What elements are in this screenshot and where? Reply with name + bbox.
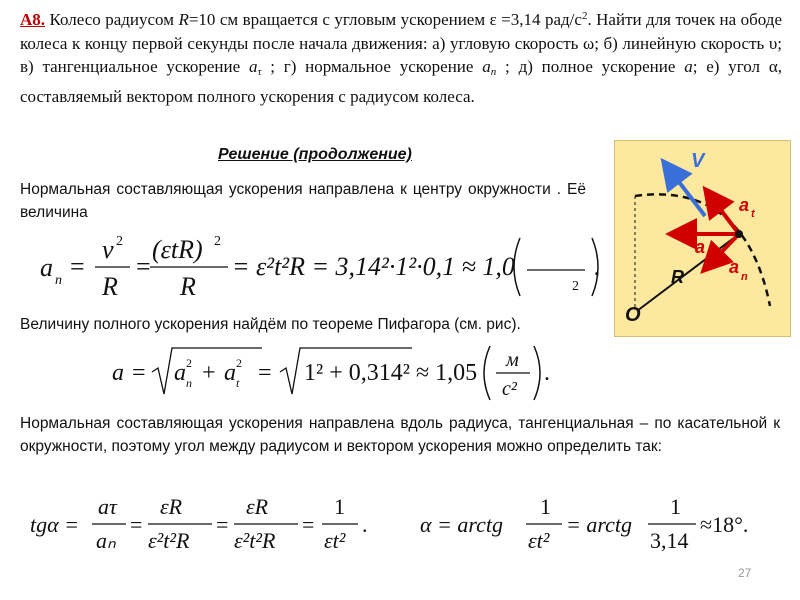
radius-symbol: R xyxy=(178,10,189,29)
f2-an: a xyxy=(174,360,186,386)
label-r: R xyxy=(671,267,684,287)
f3-eq3: = xyxy=(302,512,315,537)
f2-unit-den: с² xyxy=(502,378,517,400)
f3-fr4-den: εt² xyxy=(324,528,346,553)
f2-plus: + xyxy=(202,360,216,386)
f2-sq2: 2 xyxy=(236,356,242,370)
label-at: a xyxy=(739,195,750,215)
f1-paren-left xyxy=(514,238,520,296)
f3-lhs: tgα = xyxy=(30,512,80,537)
formula-total-acceleration xyxy=(112,340,552,406)
f1-unit-sup: 2 xyxy=(572,279,579,294)
f3-fr1-den: aₙ xyxy=(96,528,116,553)
f1-rest: = ε²t²R = 3,14²·1²·0,1 ≈ 1,0 xyxy=(232,252,515,281)
paragraph-normal-accel: Нормальная составляющая ускорения направлена к центру окружности . Её величина xyxy=(20,181,586,221)
page-number: 27 xyxy=(738,566,752,580)
f4-result: ≈18°. xyxy=(700,512,749,537)
f2-t: t xyxy=(236,376,240,390)
f3-eq1: = xyxy=(130,512,143,537)
f3-fr2-den: ε²t²R xyxy=(148,528,190,553)
tangential-accel-arrow xyxy=(705,189,739,234)
f1-frac2-sup: 2 xyxy=(214,234,221,249)
f3-eq2: = xyxy=(216,512,229,537)
f4-mid: = arctg xyxy=(566,512,632,537)
f3-dot: . xyxy=(362,512,368,537)
f3-fr3-den: ε²t²R xyxy=(234,528,276,553)
f2-paren-left xyxy=(484,346,490,400)
f1-dot: . xyxy=(593,252,600,281)
problem-text: ; г) нормальное ускорение xyxy=(261,57,483,76)
formula-normal-acceleration xyxy=(40,228,600,306)
f1-lhs-sub: n xyxy=(55,273,62,288)
f4-fr1-den: εt² xyxy=(528,528,550,553)
problem-statement xyxy=(20,5,782,108)
label-at-sub: t xyxy=(751,208,755,220)
f2-dot: . xyxy=(544,360,550,386)
f4-lhs: α = arctg xyxy=(420,512,504,537)
f1-frac2-den: R xyxy=(180,272,196,301)
f3-fr4-num: 1 xyxy=(334,494,345,519)
f2-at: a xyxy=(224,360,236,386)
f2-lhs: a xyxy=(112,360,124,386)
f4-fr2-den: 3,14 xyxy=(650,528,689,553)
f2-paren-right xyxy=(534,346,540,400)
paragraph-angle: Нормальная составляющая ускорения направлена вдоль радиуса, тангенциальная – по касательной к окружности, поэтому угол между радиусом и вектором ускорения можно определить так: xyxy=(20,415,780,455)
f2-sq1: 2 xyxy=(186,356,192,370)
f4-fr1-num: 1 xyxy=(540,494,551,519)
formula-tangent-angle xyxy=(30,490,370,560)
f4-fr2-num: 1 xyxy=(670,494,681,519)
f3-fr1-num: aτ xyxy=(98,494,117,519)
radius-line xyxy=(637,234,739,311)
label-v: V xyxy=(691,150,705,172)
vector-diagram xyxy=(615,141,790,336)
f1-lhs: a xyxy=(40,253,53,282)
problem-label: А8. xyxy=(20,10,46,29)
f1-frac1-num: v xyxy=(102,235,114,264)
f1-eq2: = xyxy=(136,252,151,281)
problem-text: ; е) угол α, составляемый вектором полного ускорения с радиусом колеса. xyxy=(20,57,782,106)
symbol-a: a xyxy=(684,57,693,76)
problem-text: Колесо радиусом xyxy=(45,10,179,29)
f1-frac1-sup: 2 xyxy=(116,234,123,249)
f2-eq1: = xyxy=(132,360,146,386)
problem-text: . Найти для точек на ободе колеса к концу первой секунды после начала движения: а) угловую скорость ω; б) линейную скорость υ; в) тангенциальное ускорение xyxy=(20,10,782,76)
f1-frac1-den: R xyxy=(102,272,118,301)
symbol-a-n: a xyxy=(482,57,491,76)
f2-approx: ≈ 1,05 xyxy=(416,360,478,386)
solution-title: Решение (продолжение) xyxy=(218,146,412,163)
subscript-n: n xyxy=(490,66,497,78)
f1-frac2-num: (εtR) xyxy=(152,235,203,264)
problem-text: ; д) полное ускорение xyxy=(496,57,685,76)
label-an: a xyxy=(729,257,740,277)
f3-fr3-num: εR xyxy=(246,494,269,519)
label-o: O xyxy=(625,304,641,326)
formula-angle-result xyxy=(420,490,780,560)
subscript-tau: τ xyxy=(257,66,262,78)
point-on-rim xyxy=(735,230,743,238)
problem-text: =10 см вращается с угловым ускорением ε =3,14 рад/с xyxy=(188,10,582,29)
label-an-sub: n xyxy=(741,271,748,283)
paragraph-total-accel: Величину полного ускорения найдём по теореме Пифагора (см. рис). xyxy=(20,316,521,333)
label-a: a xyxy=(695,237,706,257)
f3-fr2-num: εR xyxy=(160,494,183,519)
f2-n: n xyxy=(186,376,192,390)
superscript: 2 xyxy=(581,10,588,22)
symbol-a-tau: a xyxy=(248,57,258,76)
f2-eq2: = xyxy=(258,360,272,386)
vector-figure xyxy=(614,140,791,337)
f2-unit-num: м xyxy=(506,349,519,371)
f2-rad2: 1² + 0,314² xyxy=(304,360,410,386)
f1-eq: = xyxy=(70,252,85,281)
